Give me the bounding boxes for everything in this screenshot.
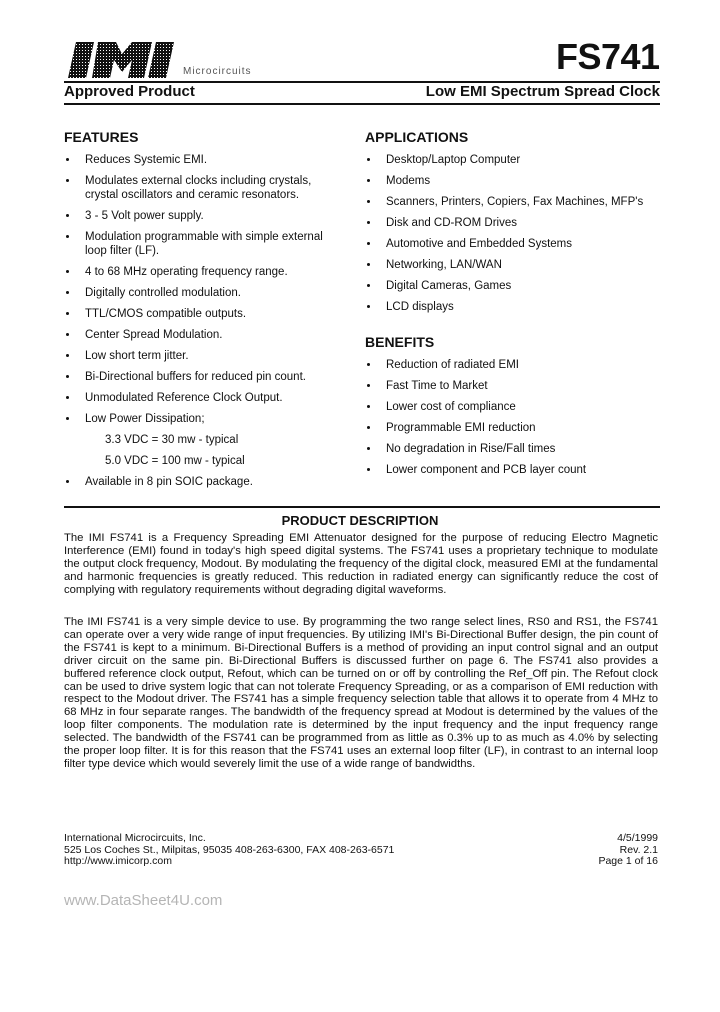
part-number: FS741	[556, 36, 660, 77]
power-spec-item: 3.3 VDC = 30 mw - typical	[105, 434, 239, 446]
imi-logo-icon	[66, 40, 178, 80]
list-item: 3 - 5 Volt power supply.	[64, 209, 334, 223]
header-rule-bottom	[64, 103, 660, 105]
product-description-heading: PRODUCT DESCRIPTION	[281, 513, 439, 528]
watermark: www.DataSheet4U.com	[64, 892, 223, 909]
list-item: Available in 8 pin SOIC package.	[64, 475, 334, 489]
list-item: Disk and CD-ROM Drives	[365, 216, 660, 230]
description-paragraph: The IMI FS741 is a very simple device to use. By programming the two range select lines, RS0 and RS1, the FS741 can operate over a very wide range of input frequencies. By utilizing IMI's Bi-Directional Buffer design, the pin count of the FS741 is kept to a minimum. Bi-Directional Buffers is a method of providing an input control signal and an output driver circuit on the same pin. Bi-Directional Buffers is discussed further on page 6. The FS741 also provides a buffered reference clock output, Refout, which can be turned on or off by controlling the Ref_Off pin. The Refout clock can be used to drive system logic that can not tolerate Frequency Spreading, or as a comparison of EMI reduction with respect to the Modout driver. The FS741 has a simple frequency selection table that allows it to operate from 4 MHz to 68 MHz in four separate ranges. The bandwidth of the frequency spread at Modout is determined by the values of the loop filter components. The modulation rate is determined by the input frequency and the input frequency range selected. The bandwidth of the FS741 can be programmed from as little as 0.3% up to as much as 4.0% by selecting the proper loop filter. It is for this reason that the FS741 uses an external loop filter (LF), in contrast to an internal loop filter type device which would severely limit the use of a wide range of bandwidths.	[64, 616, 658, 770]
list-item: LCD displays	[365, 300, 660, 314]
list-item: Low short term jitter.	[64, 349, 334, 363]
list-item: Scanners, Printers, Copiers, Fax Machines, MFP's	[365, 195, 660, 209]
list-item: Automotive and Embedded Systems	[365, 237, 660, 251]
features-list	[64, 153, 334, 496]
list-item: Center Spread Modulation.	[64, 328, 334, 342]
features-heading: FEATURES	[64, 129, 139, 145]
list-item: Reduction of radiated EMI	[365, 358, 660, 372]
company-logo	[66, 40, 178, 80]
applications-heading: APPLICATIONS	[365, 129, 469, 145]
logo-subtext: Microcircuits	[183, 66, 252, 77]
list-item: Modems	[365, 174, 660, 188]
footer-company-info	[64, 833, 394, 868]
benefits-list	[365, 358, 660, 484]
list-item: Digitally controlled modulation.	[64, 286, 334, 300]
footer-doc-info	[598, 833, 658, 868]
list-item: Lower cost of compliance	[365, 400, 660, 414]
company-address: 525 Los Coches St., Milpitas, 95035 408-263-6300, FAX 408-263-6571	[64, 843, 395, 856]
list-item: Programmable EMI reduction	[365, 421, 660, 435]
list-item: No degradation in Rise/Fall times	[365, 442, 660, 456]
company-name: International Microcircuits, Inc.	[64, 832, 206, 844]
benefits-heading: BENEFITS	[365, 334, 435, 350]
approval-status: Approved Product	[64, 83, 195, 100]
list-item: Unmodulated Reference Clock Output.	[64, 391, 334, 405]
list-item: Desktop/Laptop Computer	[365, 153, 660, 167]
company-website[interactable]: http://www.imicorp.com	[64, 855, 172, 867]
description-paragraph: The IMI FS741 is a Frequency Spreading EMI Attenuator designed for the purpose of reducing Electro Magnetic Interference (EMI) found in today's high speed digital systems. The FS741 uses a proprietary technique to modulate the output clock frequency, Modout. By modulating the frequency of the digital clock, measured EMI at the fundamental and harmonic frequencies is greatly reduced. This reduction in radiated energy can significantly reduce the cost of complying with regulatory requirements without degrading digital waveforms.	[64, 532, 658, 596]
page-title: Low EMI Spectrum Spread Clock	[425, 83, 660, 100]
list-item: Fast Time to Market	[365, 379, 660, 393]
list-item: Reduces Systemic EMI.	[64, 153, 334, 167]
page-number: Page 1 of 16	[598, 855, 658, 867]
doc-revision: Rev. 2.1	[619, 843, 658, 856]
list-item: Modulates external clocks including crystals, crystal oscillators and ceramic resonators.	[64, 174, 334, 202]
applications-list	[365, 153, 660, 321]
list-item: Digital Cameras, Games	[365, 279, 660, 293]
list-item: TTL/CMOS compatible outputs.	[64, 307, 334, 321]
list-item: 4 to 68 MHz operating frequency range.	[64, 265, 334, 279]
doc-date: 4/5/1999	[617, 832, 658, 844]
list-item: Networking, LAN/WAN	[365, 258, 660, 272]
section-rule	[64, 506, 660, 508]
power-spec-item: 5.0 VDC = 100 mw - typical	[105, 455, 245, 467]
list-item: Low Power Dissipation;	[64, 412, 334, 426]
list-item: Modulation programmable with simple external loop filter (LF).	[64, 230, 334, 258]
list-item: Bi-Directional buffers for reduced pin count.	[64, 370, 334, 384]
list-item: Lower component and PCB layer count	[365, 463, 660, 477]
